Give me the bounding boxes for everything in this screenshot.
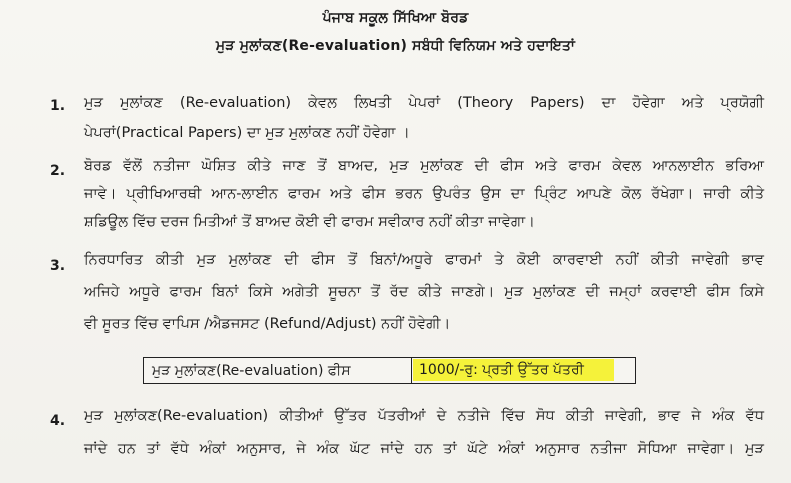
item-number: 3. xyxy=(50,258,66,274)
fee-amount-highlighted: 1000/-ਰੁ: ਪ੍ਰਤੀ ਉੱਤਰ ਪੱਤਰੀ xyxy=(413,359,614,381)
fee-label: ਮੁੜ ਮੁਲਾਂਕਣ(Re-evaluation) ਫੀਸ xyxy=(152,363,351,379)
item-2-line-1: ਬੋਰਡ ਵੱਲੋਂ ਨਤੀਜਾ ਘੋਸ਼ਿਤ ਕੀਤੇ ਜਾਣ ਤੋਂ ਬਾਅਦ, ਮੁੜ ਮੁਲਾਂਕਣ ਦੀ ਫੀਸ ਅਤੇ ਫਾਰਮ ਕੇਵਲ ਆਨਲਾਈਨ ਭਰਿਆ xyxy=(84,158,764,174)
table-divider xyxy=(411,357,412,384)
item-2-line-2: ਜਾਵੇ। ਪ੍ਰੀਖਿਆਰਥੀ ਆਨ-ਲਾਈਨ ਫਾਰਮ ਅਤੇ ਫੀਸ ਭਰਨ ਉਪਰੰਤ ਉਸ ਦਾ ਪ੍ਰਿੰਟ ਆਪਣੇ ਕੋਲ ਰੱਖੇਗਾ। ਜਾਰੀ ਕੀਤੇ xyxy=(84,186,764,202)
item-1-line-1: ਮੁੜ ਮੁਲਾਂਕਣ (Re-evaluation) ਕੇਵਲ ਲਿਖਤੀ ਪੇਪਰਾਂ (Theory Papers) ਦਾ ਹੋਵੇਗਾ ਅਤੇ ਪ੍ਰਯੋਗੀ xyxy=(84,95,764,111)
item-3-line-1: ਨਿਰਧਾਰਿਤ ਕੀਤੀ ਮੁੜ ਮੁਲਾਂਕਣ ਦੀ ਫੀਸ ਤੋਂ ਬਿਨਾਂ/ਅਧੂਰੇ ਫਾਰਮਾਂ ਤੇ ਕੋਈ ਕਾਰਵਾਈ ਨਹੀਂ ਕੀਤੀ ਜਾਵੇਗੀ ਭਾਵ xyxy=(84,252,764,268)
board-title: ਪੰਜਾਬ ਸਕੂਲ ਸਿੱਖਿਆ ਬੋਰਡ xyxy=(322,10,469,26)
document-subtitle: ਮੁੜ ਮੁਲਾਂਕਣ(Re-evaluation) ਸਬੰਧੀ ਵਿਨਿਯਮ ਅਤੇ ਹਦਾਇਤਾਂ xyxy=(215,38,576,54)
item-number: 1. xyxy=(50,98,66,114)
item-3-line-3: ਵੀ ਸੂਰਤ ਵਿੱਚ ਵਾਪਿਸ /ਐਡਜਸਟ (Refund/Adjust) ਨਹੀਂ ਹੋਵੇਗੀ। xyxy=(84,316,451,332)
item-number: 2. xyxy=(50,163,66,179)
item-4-line-2: ਜਾਂਦੇ ਹਨ ਤਾਂ ਵੱਧੇ ਅੰਕਾਂ ਅਨੁਸਾਰ, ਜੇ ਅੰਕ ਘੱਟ ਜਾਂਦੇ ਹਨ ਤਾਂ ਘੱਟੇ ਅੰਕਾਂ ਅਨੁਸਾਰ ਨਤੀਜਾ ਸੋਧਿਆ ਜਾਵੇਗਾ। ਮੁੜ xyxy=(84,441,764,457)
item-3-line-2: ਅਜਿਹੇ ਅਧੂਰੇ ਫਾਰਮ ਬਿਨਾਂ ਕਿਸੇ ਅਗੇਤੀ ਸੂਚਨਾ ਤੋਂ ਰੱਦ ਕੀਤੇ ਜਾਣਗੇ। ਮੁੜ ਮੁਲਾਂਕਣ ਦੀ ਜਮ੍ਹਾਂ ਕਰਵਾਈ ਫੀਸ ਕਿਸੇ xyxy=(84,284,764,300)
item-4-line-1: ਮੁੜ ਮੁਲਾਂਕਣ(Re-evaluation) ਕੀਤੀਆਂ ਉੱਤਰ ਪੱਤਰੀਆਂ ਦੇ ਨਤੀਜੇ ਵਿੱਚ ਸੋਧ ਕੀਤੀ ਜਾਵੇਗੀ, ਭਾਵ ਜੇ ਅੰਕ ਵੱਧ xyxy=(84,408,764,424)
item-1-line-2: ਪੇਪਰਾਂ(Practical Papers) ਦਾ ਮੁੜ ਮੁਲਾਂਕਣ ਨਹੀਂ ਹੋਵੇਗਾ । xyxy=(84,125,410,141)
item-2-line-3: ਸ਼ਡਿਊਲ ਵਿੱਚ ਦਰਜ ਮਿਤੀਆਂ ਤੋਂ ਬਾਅਦ ਕੋਈ ਵੀ ਫਾਰਮ ਸਵੀਕਾਰ ਨਹੀਂ ਕੀਤਾ ਜਾਵੇਗਾ। xyxy=(84,214,535,230)
item-number: 4. xyxy=(50,413,66,429)
